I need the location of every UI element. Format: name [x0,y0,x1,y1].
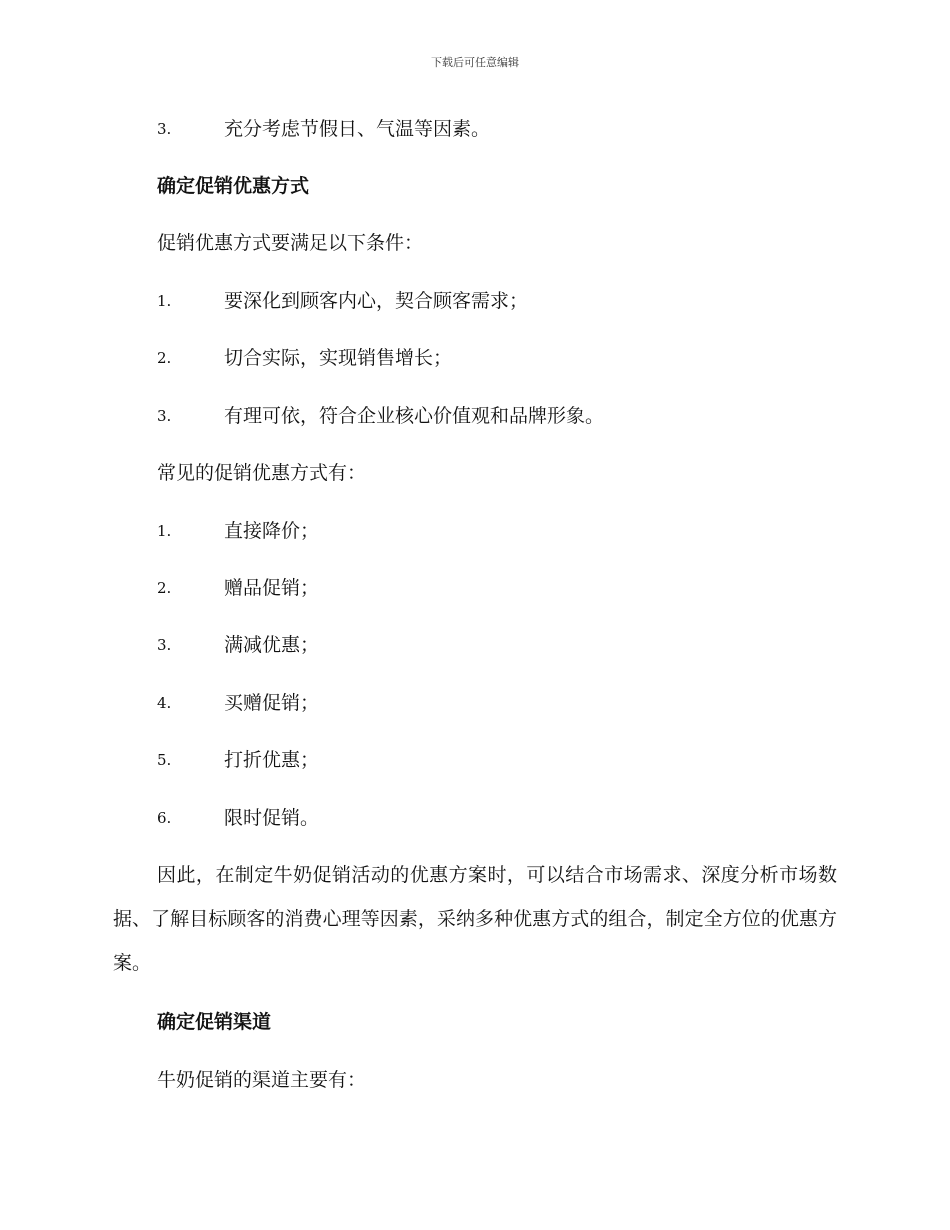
list-item [0,690,950,716]
list-item [0,288,950,314]
conditions-intro: 促销优惠方式要满足以下条件： [157,232,424,254]
list-number: 3. [157,636,172,654]
section-heading-channel: 确定促销渠道 [157,1011,272,1033]
list-text: 买赠促销； [224,692,320,714]
list-number: 2. [157,579,172,597]
list-text: 满减优惠； [224,634,320,656]
section-heading-offer: 确定促销优惠方式 [157,175,310,197]
list-text: 要深化到顾客内心，契合顾客需求； [224,290,529,312]
list-text: 直接降价； [224,520,320,542]
list-number: 2. [157,349,172,367]
list-item [0,116,950,142]
list-text: 切合实际，实现销售增长； [224,347,453,369]
page-header-note: 下载后可任意编辑 [431,56,519,69]
list-number: 4. [157,694,172,712]
list-text: 打折优惠； [224,749,320,771]
list-item [0,747,950,773]
list-number: 3. [157,407,172,425]
list-number: 3. [157,120,172,138]
list-text: 有理可依，符合企业核心价值观和品牌形象。 [224,405,605,427]
list-number: 1. [157,522,172,540]
list-item [0,575,950,601]
list-item [0,345,950,371]
list-number: 1. [157,292,172,310]
list-text: 充分考虑节假日、气温等因素。 [224,118,491,140]
list-item [0,518,950,544]
summary-paragraph: 因此，在制定牛奶促销活动的优惠方案时，可以结合市场需求、深度分析市场数据、了解目标顾客的消费心理等因素，采纳多种优惠方式的组合，制定全方位的优惠方案。 [113,864,837,974]
list-text: 限时促销。 [224,807,320,829]
list-number: 5. [157,751,172,769]
channel-intro: 牛奶促销的渠道主要有： [157,1069,367,1091]
methods-intro: 常见的促销优惠方式有： [157,462,367,484]
list-item [0,632,950,658]
list-item [0,403,950,429]
list-item [0,805,950,831]
list-number: 6. [157,809,172,827]
list-text: 赠品促销； [224,577,320,599]
